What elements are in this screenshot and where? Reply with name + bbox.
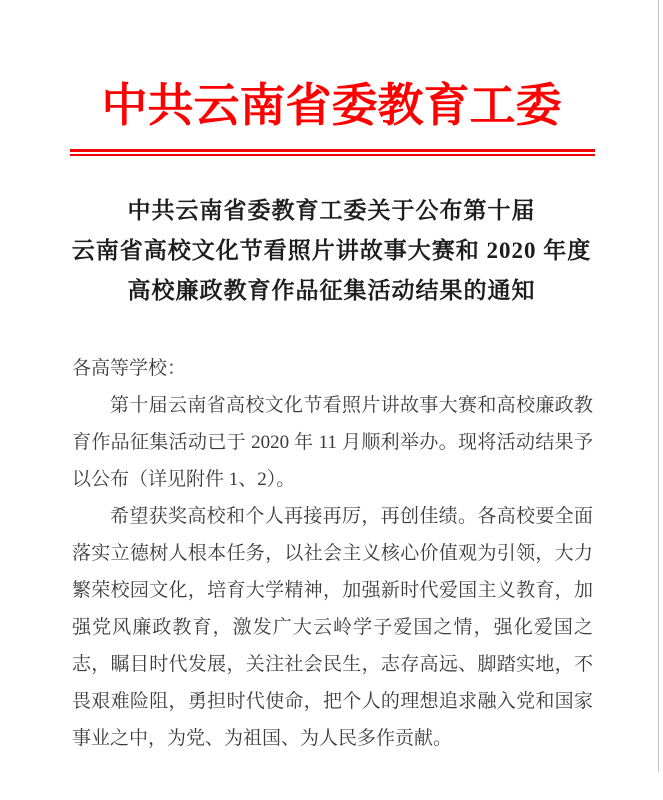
document-title: [0, 191, 663, 311]
page-edge-line: [658, 0, 659, 772]
document-body: [72, 350, 593, 757]
body-paragraph-2: 希望获奖高校和个人再接再厉，再创佳绩。各高校要全面落实立德树人根本任务，以社会主义核心价值观为引领，大力繁荣校园文化，培育大学精神，加强新时代爱国主义教育，加强党风廉政教育，激发广大云岭学子爱国之情，强化爱国之志，瞩目时代发展，关注社会民生，志存高远、脚踏实地，不畏艰难险阻，勇担时代使命，把个人的理想追求融入党和国家事业之中，为党、为祖国、为人民多作贡献。: [72, 506, 593, 749]
document-title-line-2: 云南省高校文化节看照片讲故事大赛和 2020 年度: [71, 238, 592, 263]
document-title-line-1: 中共云南省委教育工委关于公布第十届: [127, 198, 536, 223]
body-paragraph-1: 第十届云南省高校文化节看照片讲故事大赛和高校廉政教育作品征集活动已于 2020 年 11 月顺利举办。现将活动结果予以公布（详见附件 1、2）。: [72, 395, 593, 490]
salutation: 各高等学校：: [72, 358, 187, 379]
letterhead-org-name: 中共云南省委教育工委: [101, 80, 562, 131]
document-title-line-3: 高校廉政教育作品征集活动结果的通知: [127, 278, 536, 303]
letterhead-divider-rule: [70, 149, 595, 156]
